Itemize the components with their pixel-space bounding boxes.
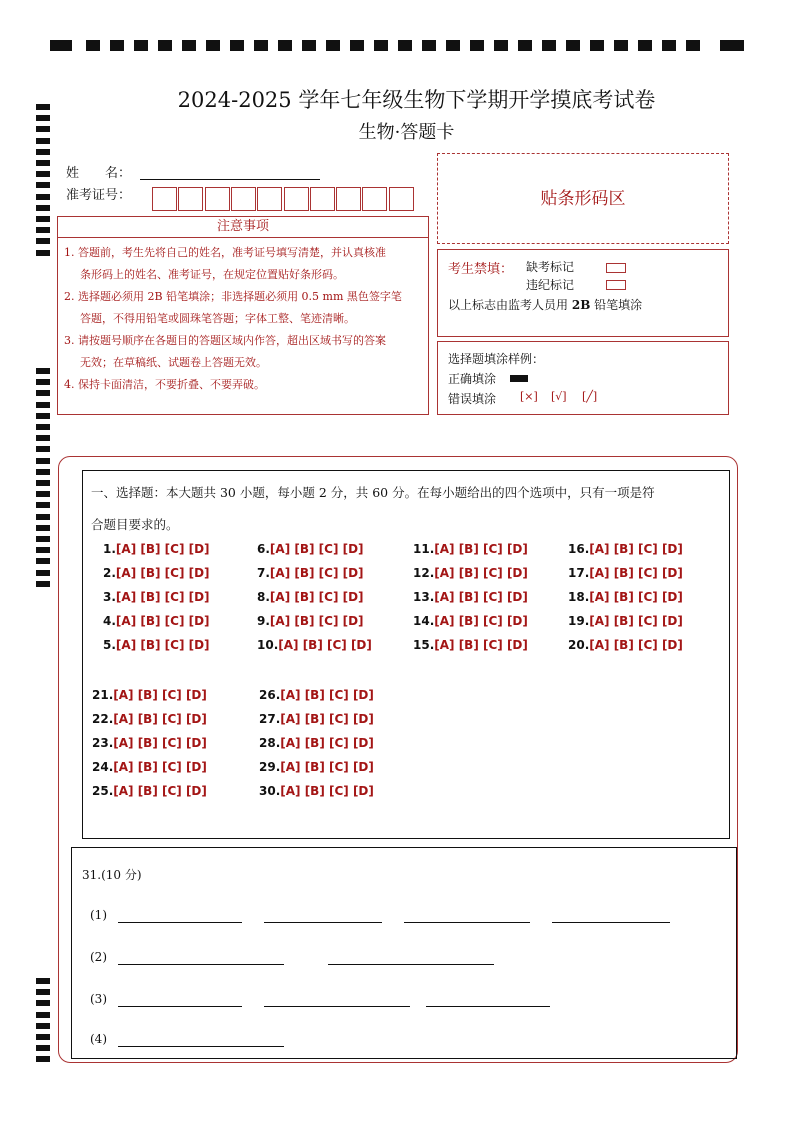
- option-bubbles[interactable]: [A] [B] [C] [D]: [115, 542, 210, 556]
- option-bubbles[interactable]: [A] [B] [C] [D]: [113, 688, 207, 702]
- question-number: 24.: [92, 760, 114, 774]
- choice-question-9[interactable]: [257, 614, 364, 628]
- timing-mark: [36, 182, 50, 188]
- question-number: 21.: [92, 688, 114, 702]
- option-bubbles[interactable]: [A] [B] [C] [D]: [269, 614, 364, 628]
- timing-mark: [36, 402, 50, 408]
- question-number: 8.: [257, 590, 270, 604]
- timing-mark: [36, 978, 50, 984]
- q31-part-4: (4): [90, 1032, 107, 1046]
- question-number: 5.: [103, 638, 116, 652]
- option-bubbles[interactable]: [A] [B] [C] [D]: [113, 736, 207, 750]
- absent-mark-box[interactable]: [606, 263, 626, 273]
- answer-line[interactable]: [552, 921, 670, 923]
- option-bubbles[interactable]: [A] [B] [C] [D]: [589, 566, 683, 580]
- question-number: 20.: [568, 638, 590, 652]
- notice-header: [57, 216, 429, 238]
- timing-mark: [36, 536, 50, 542]
- question-number: 26.: [259, 688, 281, 702]
- question-number: 25.: [92, 784, 114, 798]
- timing-mark: [36, 446, 50, 452]
- q31-section: [71, 847, 737, 1059]
- choice-question-8[interactable]: [257, 590, 364, 604]
- answer-line[interactable]: [118, 963, 284, 965]
- choice-question-2[interactable]: [103, 566, 210, 580]
- choice-question-26[interactable]: [259, 688, 374, 702]
- choice-question-13[interactable]: [413, 590, 528, 604]
- id-digit-cell[interactable]: [231, 187, 256, 211]
- timing-mark: [36, 238, 50, 244]
- barcode-area: [437, 153, 729, 244]
- option-bubbles[interactable]: [A] [B] [C] [D]: [589, 590, 683, 604]
- timing-mark: [36, 250, 50, 256]
- question-number: 7.: [257, 566, 270, 580]
- choice-question-19[interactable]: [568, 614, 683, 628]
- option-bubbles[interactable]: [A] [B] [C] [D]: [269, 566, 364, 580]
- examiner-box: [437, 249, 729, 337]
- timing-mark: [36, 390, 50, 396]
- violation-mark-box[interactable]: [606, 280, 626, 290]
- answer-line[interactable]: [264, 1005, 410, 1007]
- timing-mark: [36, 558, 50, 564]
- choice-instruction-cont: 合题目要求的。: [91, 517, 179, 532]
- timing-mark: [36, 514, 50, 520]
- violation-label: 违纪标记: [526, 278, 575, 292]
- notice-body: [57, 237, 429, 415]
- choice-question-25[interactable]: [92, 784, 207, 798]
- choice-question-6[interactable]: [257, 542, 364, 556]
- timing-mark: [36, 413, 50, 419]
- timing-mark: [36, 1023, 50, 1029]
- answer-line[interactable]: [118, 1045, 284, 1047]
- timing-mark: [36, 1056, 50, 1062]
- notice-list: [64, 242, 426, 396]
- question-number: 6.: [257, 542, 270, 556]
- timing-mark: [36, 547, 50, 553]
- q31-part-1: (1): [90, 908, 107, 922]
- example-title: 选择题填涂样例：: [448, 352, 545, 366]
- option-bubbles[interactable]: [A] [B] [C] [D]: [589, 542, 683, 556]
- name-field[interactable]: [140, 178, 320, 180]
- option-bubbles[interactable]: [A] [B] [C] [D]: [113, 760, 207, 774]
- timing-mark: [36, 227, 50, 233]
- timing-mark: [36, 160, 50, 166]
- q31-part-3: (3): [90, 992, 107, 1006]
- notice-item: 2. 选择题必须用 2B 铅笔填涂；非选择题必须用 0.5 mm 黑色签字笔: [64, 290, 402, 303]
- prohibit-note: 以上标志由监考人员用 2B 铅笔填涂: [448, 298, 643, 312]
- notice-title: 注意事项: [216, 219, 269, 234]
- timing-mark: [36, 989, 50, 995]
- timing-mark: [36, 149, 50, 155]
- timing-mark: [36, 1000, 50, 1006]
- question-number: 29.: [259, 760, 281, 774]
- option-bubbles[interactable]: [A] [B] [C] [D]: [115, 614, 210, 628]
- timing-mark: [36, 1034, 50, 1040]
- name-label: 姓 名：: [66, 166, 132, 181]
- timing-mark: [36, 458, 50, 464]
- timing-mark: [36, 216, 50, 222]
- timing-mark: [36, 480, 50, 486]
- correct-fill-sample: [510, 375, 528, 382]
- question-number: 22.: [92, 712, 114, 726]
- timing-mark: [36, 379, 50, 385]
- option-bubbles[interactable]: [A] [B] [C] [D]: [280, 760, 374, 774]
- page-title: 2024-2025 学年七年级生物下学期开学摸底考试卷: [177, 88, 656, 112]
- wrong-mark-2: [√]: [551, 390, 567, 403]
- question-number: 13.: [413, 590, 435, 604]
- id-digit-cell[interactable]: [284, 187, 309, 211]
- question-number: 30.: [259, 784, 281, 798]
- notice-item: 无效；在草稿纸、试题卷上答题无效。: [80, 356, 267, 369]
- choice-question-20[interactable]: [568, 638, 683, 652]
- q31-title: 31.(10 分): [82, 868, 142, 882]
- timing-mark: [36, 581, 50, 587]
- timing-mark: [36, 424, 50, 430]
- question-number: 27.: [259, 712, 281, 726]
- question-number: 19.: [568, 614, 590, 628]
- option-bubbles[interactable]: [A] [B] [C] [D]: [269, 542, 364, 556]
- choice-question-15[interactable]: [413, 638, 528, 652]
- option-bubbles[interactable]: [A] [B] [C] [D]: [115, 590, 210, 604]
- timing-mark: [36, 502, 50, 508]
- option-bubbles[interactable]: [A] [B] [C] [D]: [434, 542, 528, 556]
- option-bubbles[interactable]: [A] [B] [C] [D]: [280, 736, 374, 750]
- question-number: 14.: [413, 614, 435, 628]
- notice-item: 4. 保持卡面清洁，不要折叠、不要弄破。: [64, 378, 265, 391]
- timing-mark: [36, 1045, 50, 1051]
- choice-question-24[interactable]: [92, 760, 207, 774]
- timing-mark: [36, 435, 50, 441]
- id-digit-cell[interactable]: [389, 187, 414, 211]
- question-number: 23.: [92, 736, 114, 750]
- choice-question-18[interactable]: [568, 590, 683, 604]
- notice-item: 答题，不得用铅笔或圆珠笔答题；字体工整、笔迹清晰。: [80, 312, 355, 325]
- id-digit-cell[interactable]: [362, 187, 387, 211]
- q31-part-2: (2): [90, 950, 107, 964]
- answer-line[interactable]: [118, 1005, 242, 1007]
- wrong-mark-3: [╱]: [582, 390, 598, 403]
- choice-question-3[interactable]: [103, 590, 210, 604]
- choice-question-27[interactable]: [259, 712, 374, 726]
- answer-line[interactable]: [264, 921, 382, 923]
- choice-question-14[interactable]: [413, 614, 528, 628]
- question-number: 4.: [103, 614, 116, 628]
- answer-line[interactable]: [118, 921, 242, 923]
- option-bubbles[interactable]: [A] [B] [C] [D]: [280, 784, 374, 798]
- timing-mark: [36, 171, 50, 177]
- barcode-label: 贴条形码区: [540, 189, 626, 209]
- choice-question-22[interactable]: [92, 712, 207, 726]
- absent-label: 缺考标记: [526, 260, 575, 274]
- notice-item: 条形码上的姓名、准考证号，在规定位置贴好条形码。: [80, 268, 344, 281]
- id-label: 准考证号：: [66, 188, 132, 203]
- choice-question-7[interactable]: [257, 566, 364, 580]
- choice-question-21[interactable]: [92, 688, 207, 702]
- answer-line[interactable]: [328, 963, 494, 965]
- option-bubbles[interactable]: [A] [B] [C] [D]: [589, 614, 683, 628]
- choice-question-16[interactable]: [568, 542, 683, 556]
- choice-question-5[interactable]: [103, 638, 210, 652]
- question-number: 3.: [103, 590, 116, 604]
- question-number: 17.: [568, 566, 590, 580]
- timing-mark: [36, 1012, 50, 1018]
- id-digit-cell[interactable]: [178, 187, 203, 211]
- question-number: 16.: [568, 542, 590, 556]
- id-digit-cell[interactable]: [257, 187, 282, 211]
- fill-example-box: [437, 341, 729, 415]
- id-digit-cell[interactable]: [152, 187, 177, 211]
- choice-question-17[interactable]: [568, 566, 683, 580]
- option-bubbles[interactable]: [A] [B] [C] [D]: [278, 638, 372, 652]
- question-number: 9.: [257, 614, 270, 628]
- notice-item: 1. 答题前，考生先将自己的姓名，准考证号填写清楚，并认真核准: [64, 246, 386, 259]
- choice-question-10[interactable]: [257, 638, 372, 652]
- question-number: 10.: [257, 638, 279, 652]
- option-bubbles[interactable]: [A] [B] [C] [D]: [269, 590, 364, 604]
- answer-line[interactable]: [426, 1005, 550, 1007]
- question-number: 11.: [413, 542, 435, 556]
- timing-mark: [36, 469, 50, 475]
- choice-question-4[interactable]: [103, 614, 210, 628]
- prohibit-label: 考生禁填：: [448, 262, 514, 277]
- option-bubbles[interactable]: [A] [B] [C] [D]: [113, 712, 207, 726]
- timing-mark: [36, 570, 50, 576]
- timing-mark: [36, 194, 50, 200]
- choice-instruction: 一、选择题：本大题共 30 小题，每小题 2 分，共 60 分。在每小题给出的四个选项中，只有一项是符: [91, 485, 655, 500]
- choice-question-29[interactable]: [259, 760, 374, 774]
- option-bubbles[interactable]: [A] [B] [C] [D]: [113, 784, 207, 798]
- question-number: 28.: [259, 736, 281, 750]
- option-bubbles[interactable]: [A] [B] [C] [D]: [115, 566, 210, 580]
- notice-item: 3. 请按题号顺序在各题目的答题区域内作答，超出区域书写的答案: [64, 334, 386, 347]
- question-number: 15.: [413, 638, 435, 652]
- page-subtitle: 生物·答题卡: [358, 122, 455, 143]
- wrong-mark-1: [×]: [520, 390, 538, 403]
- question-number: 12.: [413, 566, 435, 580]
- choice-question-1[interactable]: [103, 542, 210, 556]
- option-bubbles[interactable]: [A] [B] [C] [D]: [434, 590, 528, 604]
- option-bubbles[interactable]: [A] [B] [C] [D]: [280, 712, 374, 726]
- option-bubbles[interactable]: [A] [B] [C] [D]: [115, 638, 210, 652]
- choice-question-28[interactable]: [259, 736, 374, 750]
- option-bubbles[interactable]: [A] [B] [C] [D]: [589, 638, 683, 652]
- question-number: 2.: [103, 566, 116, 580]
- timing-mark: [36, 525, 50, 531]
- id-digit-cell[interactable]: [310, 187, 335, 211]
- question-number: 1.: [103, 542, 116, 556]
- choice-question-12[interactable]: [413, 566, 528, 580]
- id-digit-cell[interactable]: [205, 187, 230, 211]
- question-number: 18.: [568, 590, 590, 604]
- correct-label: 正确填涂: [448, 372, 497, 386]
- choice-question-23[interactable]: [92, 736, 207, 750]
- timing-mark: [36, 205, 50, 211]
- option-bubbles[interactable]: [A] [B] [C] [D]: [280, 688, 374, 702]
- id-digit-cell[interactable]: [336, 187, 361, 211]
- choice-question-11[interactable]: [413, 542, 528, 556]
- timing-mark: [36, 491, 50, 497]
- option-bubbles[interactable]: [A] [B] [C] [D]: [434, 638, 528, 652]
- answer-line[interactable]: [404, 921, 530, 923]
- choice-question-30[interactable]: [259, 784, 374, 798]
- wrong-label: 错误填涂: [448, 392, 497, 406]
- timing-mark: [36, 368, 50, 374]
- option-bubbles[interactable]: [A] [B] [C] [D]: [434, 614, 528, 628]
- option-bubbles[interactable]: [A] [B] [C] [D]: [434, 566, 528, 580]
